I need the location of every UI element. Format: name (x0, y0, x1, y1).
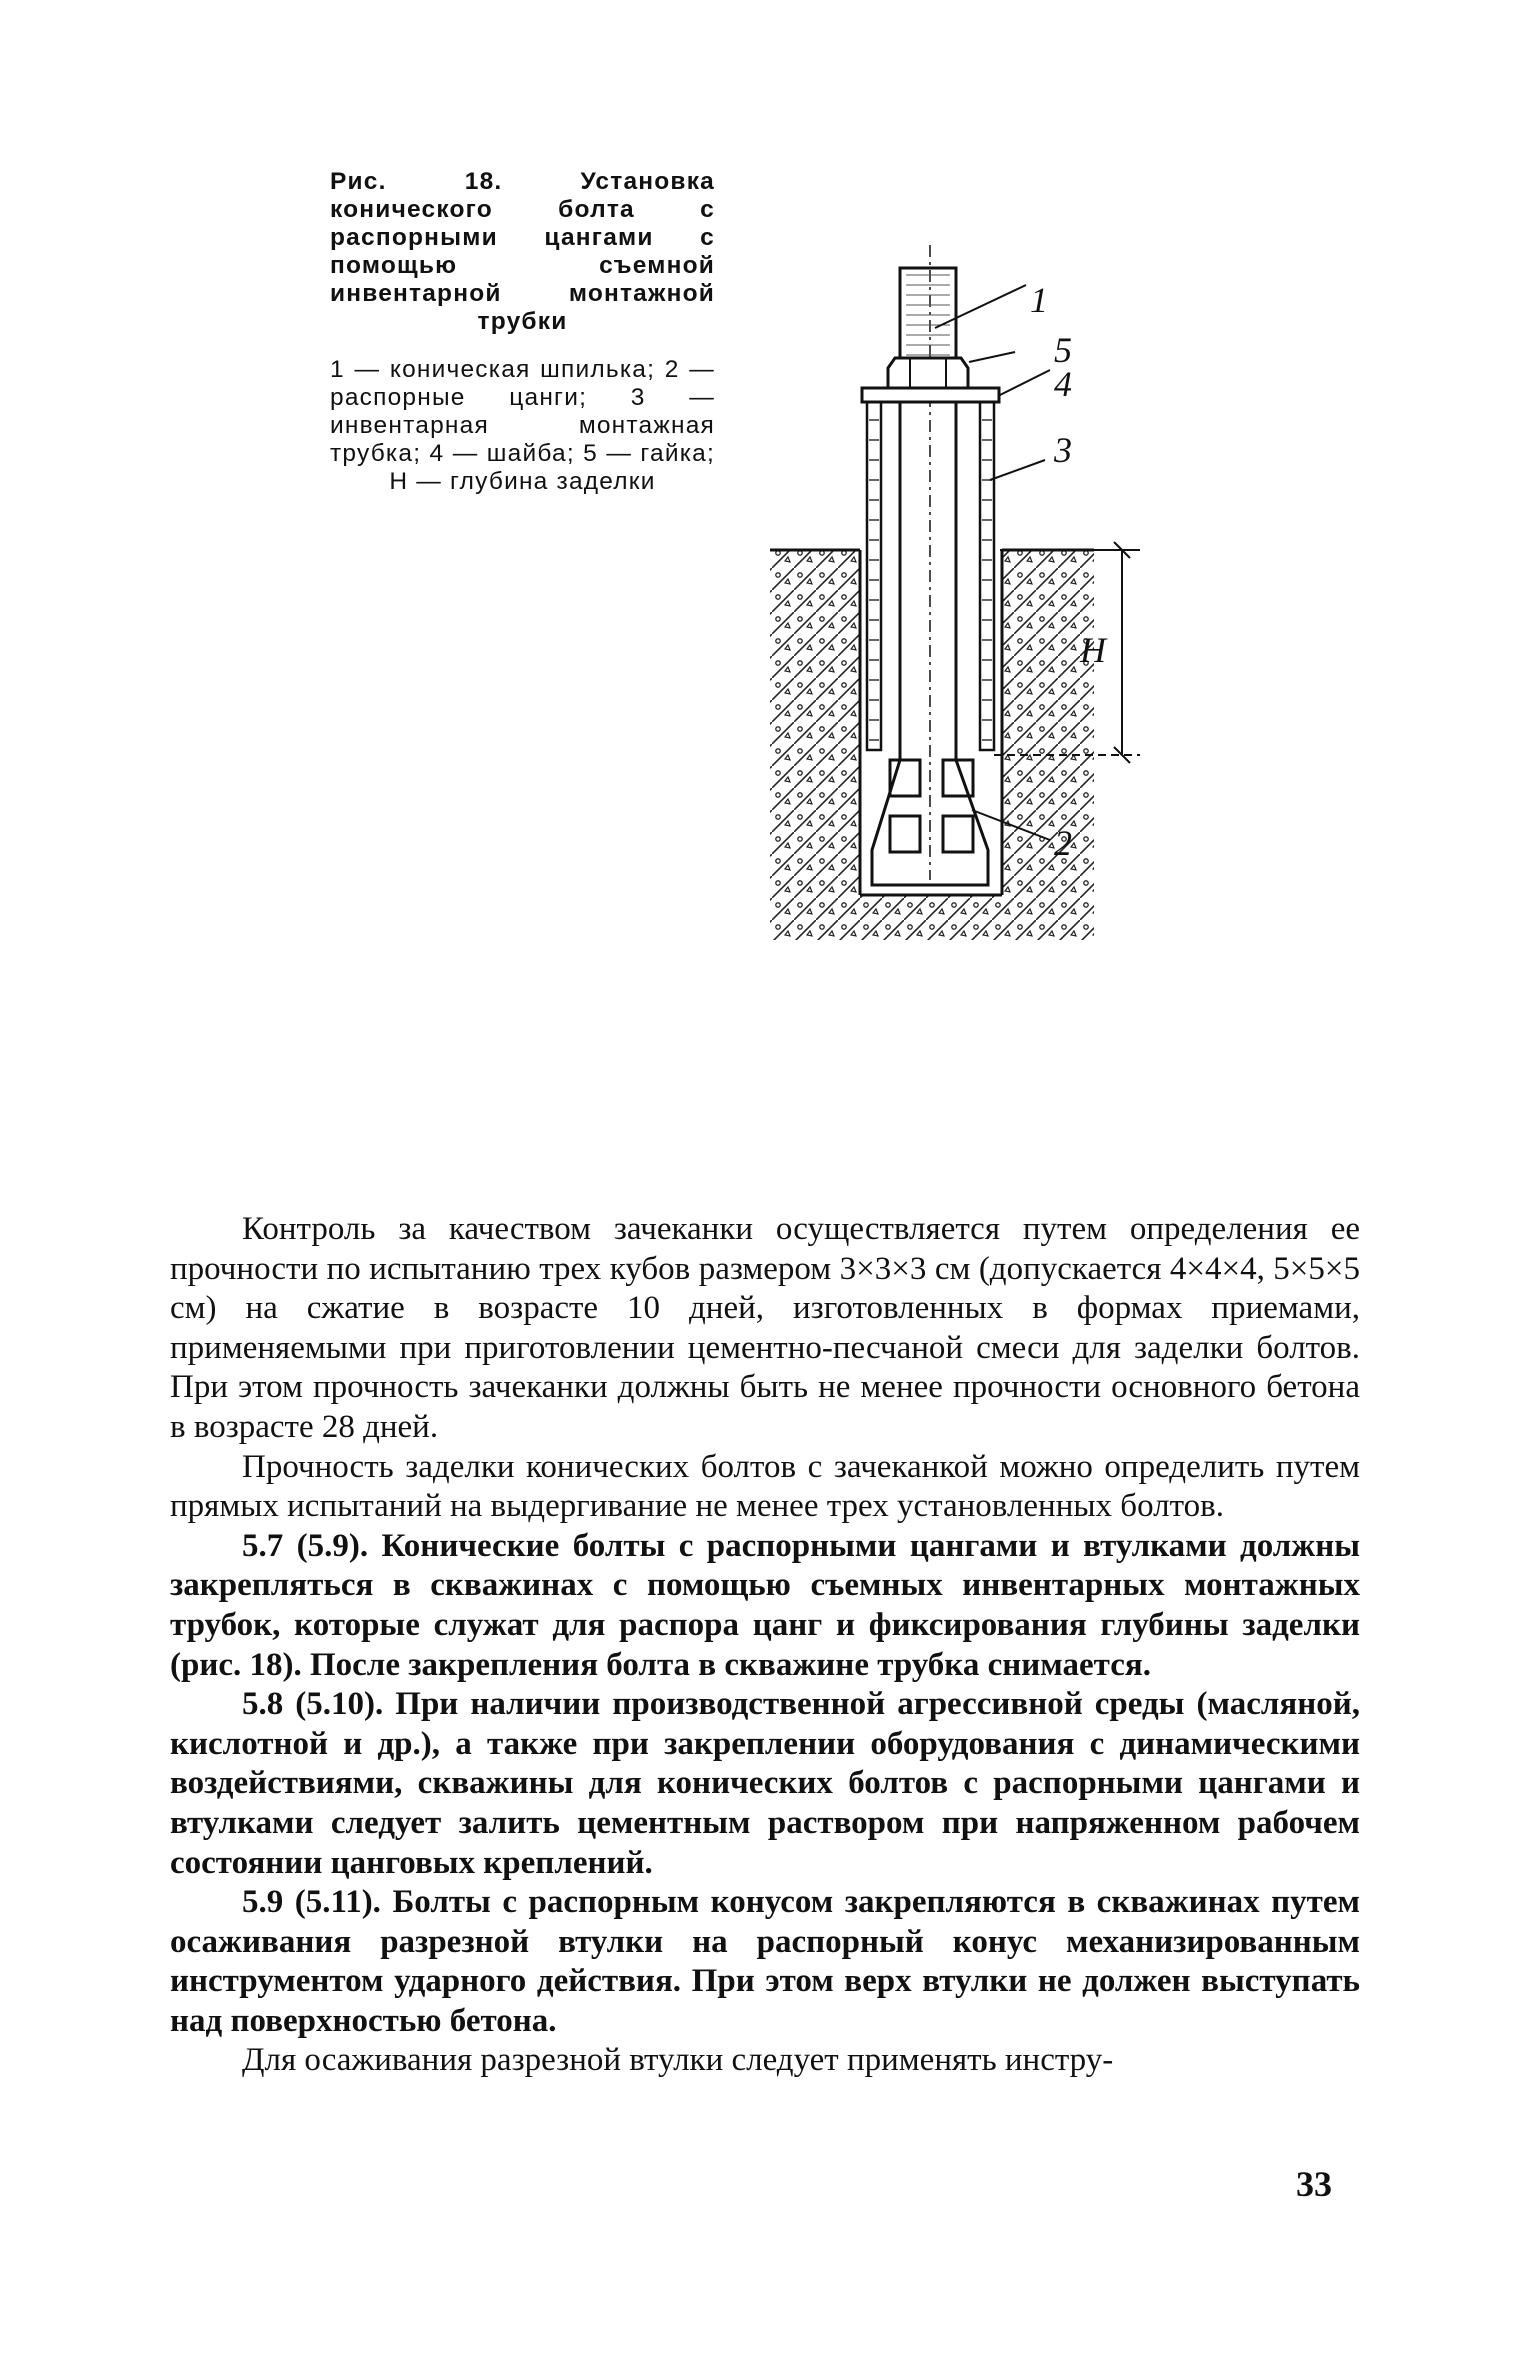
paragraph-sleeve-settling: Для осаживания разрезной втулки следует применять инстру- (242, 2042, 1114, 2079)
paragraph-5-7: 5.7 (5.9). Конические болты с распорными цангами и втулками должны закрепляться в скважинах с помощью съемных инвентарных монтажных трубок, которые служат для распора цанг и фиксирования глубины заделки (рис. 18). После закрепления болта в скважине трубка снимается. (170, 1527, 1360, 1683)
callout-5: 5 (1054, 330, 1072, 370)
paragraph-anchorage-strength: Прочность заделки конических болтов с зачеканкой можно определить путем прямых испытаний на выдергивание не менее трех установленных болтов. (170, 1448, 1360, 1525)
callout-4: 4 (1054, 364, 1072, 404)
callout-1: 1 (1030, 280, 1048, 320)
body-text (170, 1210, 1360, 2081)
page-number: 33 (1296, 2164, 1332, 2204)
ground-soil (770, 550, 1094, 940)
paragraph-5-9: 5.9 (5.11). Болты с распорным конусом закрепляются в скважинах путем осаживания разрезной втулки на распорный конус механизированным инструментом ударного действия. При этом верх втулки не должен выступать над поверхностью бетона. (170, 1884, 1360, 2039)
paragraph-quality-control: Контроль за качеством зачеканки осуществляется путем определения ее прочности по испытанию трех кубов размером 3×3×3 см (допускается 4×4×4, 5×5×5 см) на сжатие в возрасте 10 дней, изготовленных в формах приемами, применяемыми при приготовлении цементно-песчаной смеси для заделки болтов. При этом прочность зачеканки должны быть не менее прочности основного бетона в возрасте 28 дней. (170, 1211, 1360, 1445)
callout-2: 2 (1054, 823, 1072, 863)
callout-3: 3 (1054, 430, 1072, 470)
figure-legend: 1 — коническая шпилька; 2 — распорные цанги; 3 — инвентарная монтажная трубка; 4 — шайба; 5 — гайка; H — глубина заделки (330, 356, 715, 495)
paragraph-5-8: 5.8 (5.10). При наличии производственной агрессивной среды (масляной, кислотной и др.), а также при закреплении оборудования с динамическими воздействиями, скважины для конических болтов с распорными цангами и втулками следует залить цементным раствором при напряженном рабочем состоянии цанговых креплений. (170, 1686, 1360, 1881)
callout-h: H (1080, 630, 1106, 670)
figure-caption (330, 168, 715, 496)
bolt-installation-drawing (750, 150, 1200, 1125)
washer-and-nut (862, 358, 999, 402)
figure-caption-title: Рис. 18. Установка конического болта с распорными цангами с помощью съемной инвентарной монтажной трубки (330, 168, 715, 335)
conical-bolt-figure (750, 150, 1200, 1125)
